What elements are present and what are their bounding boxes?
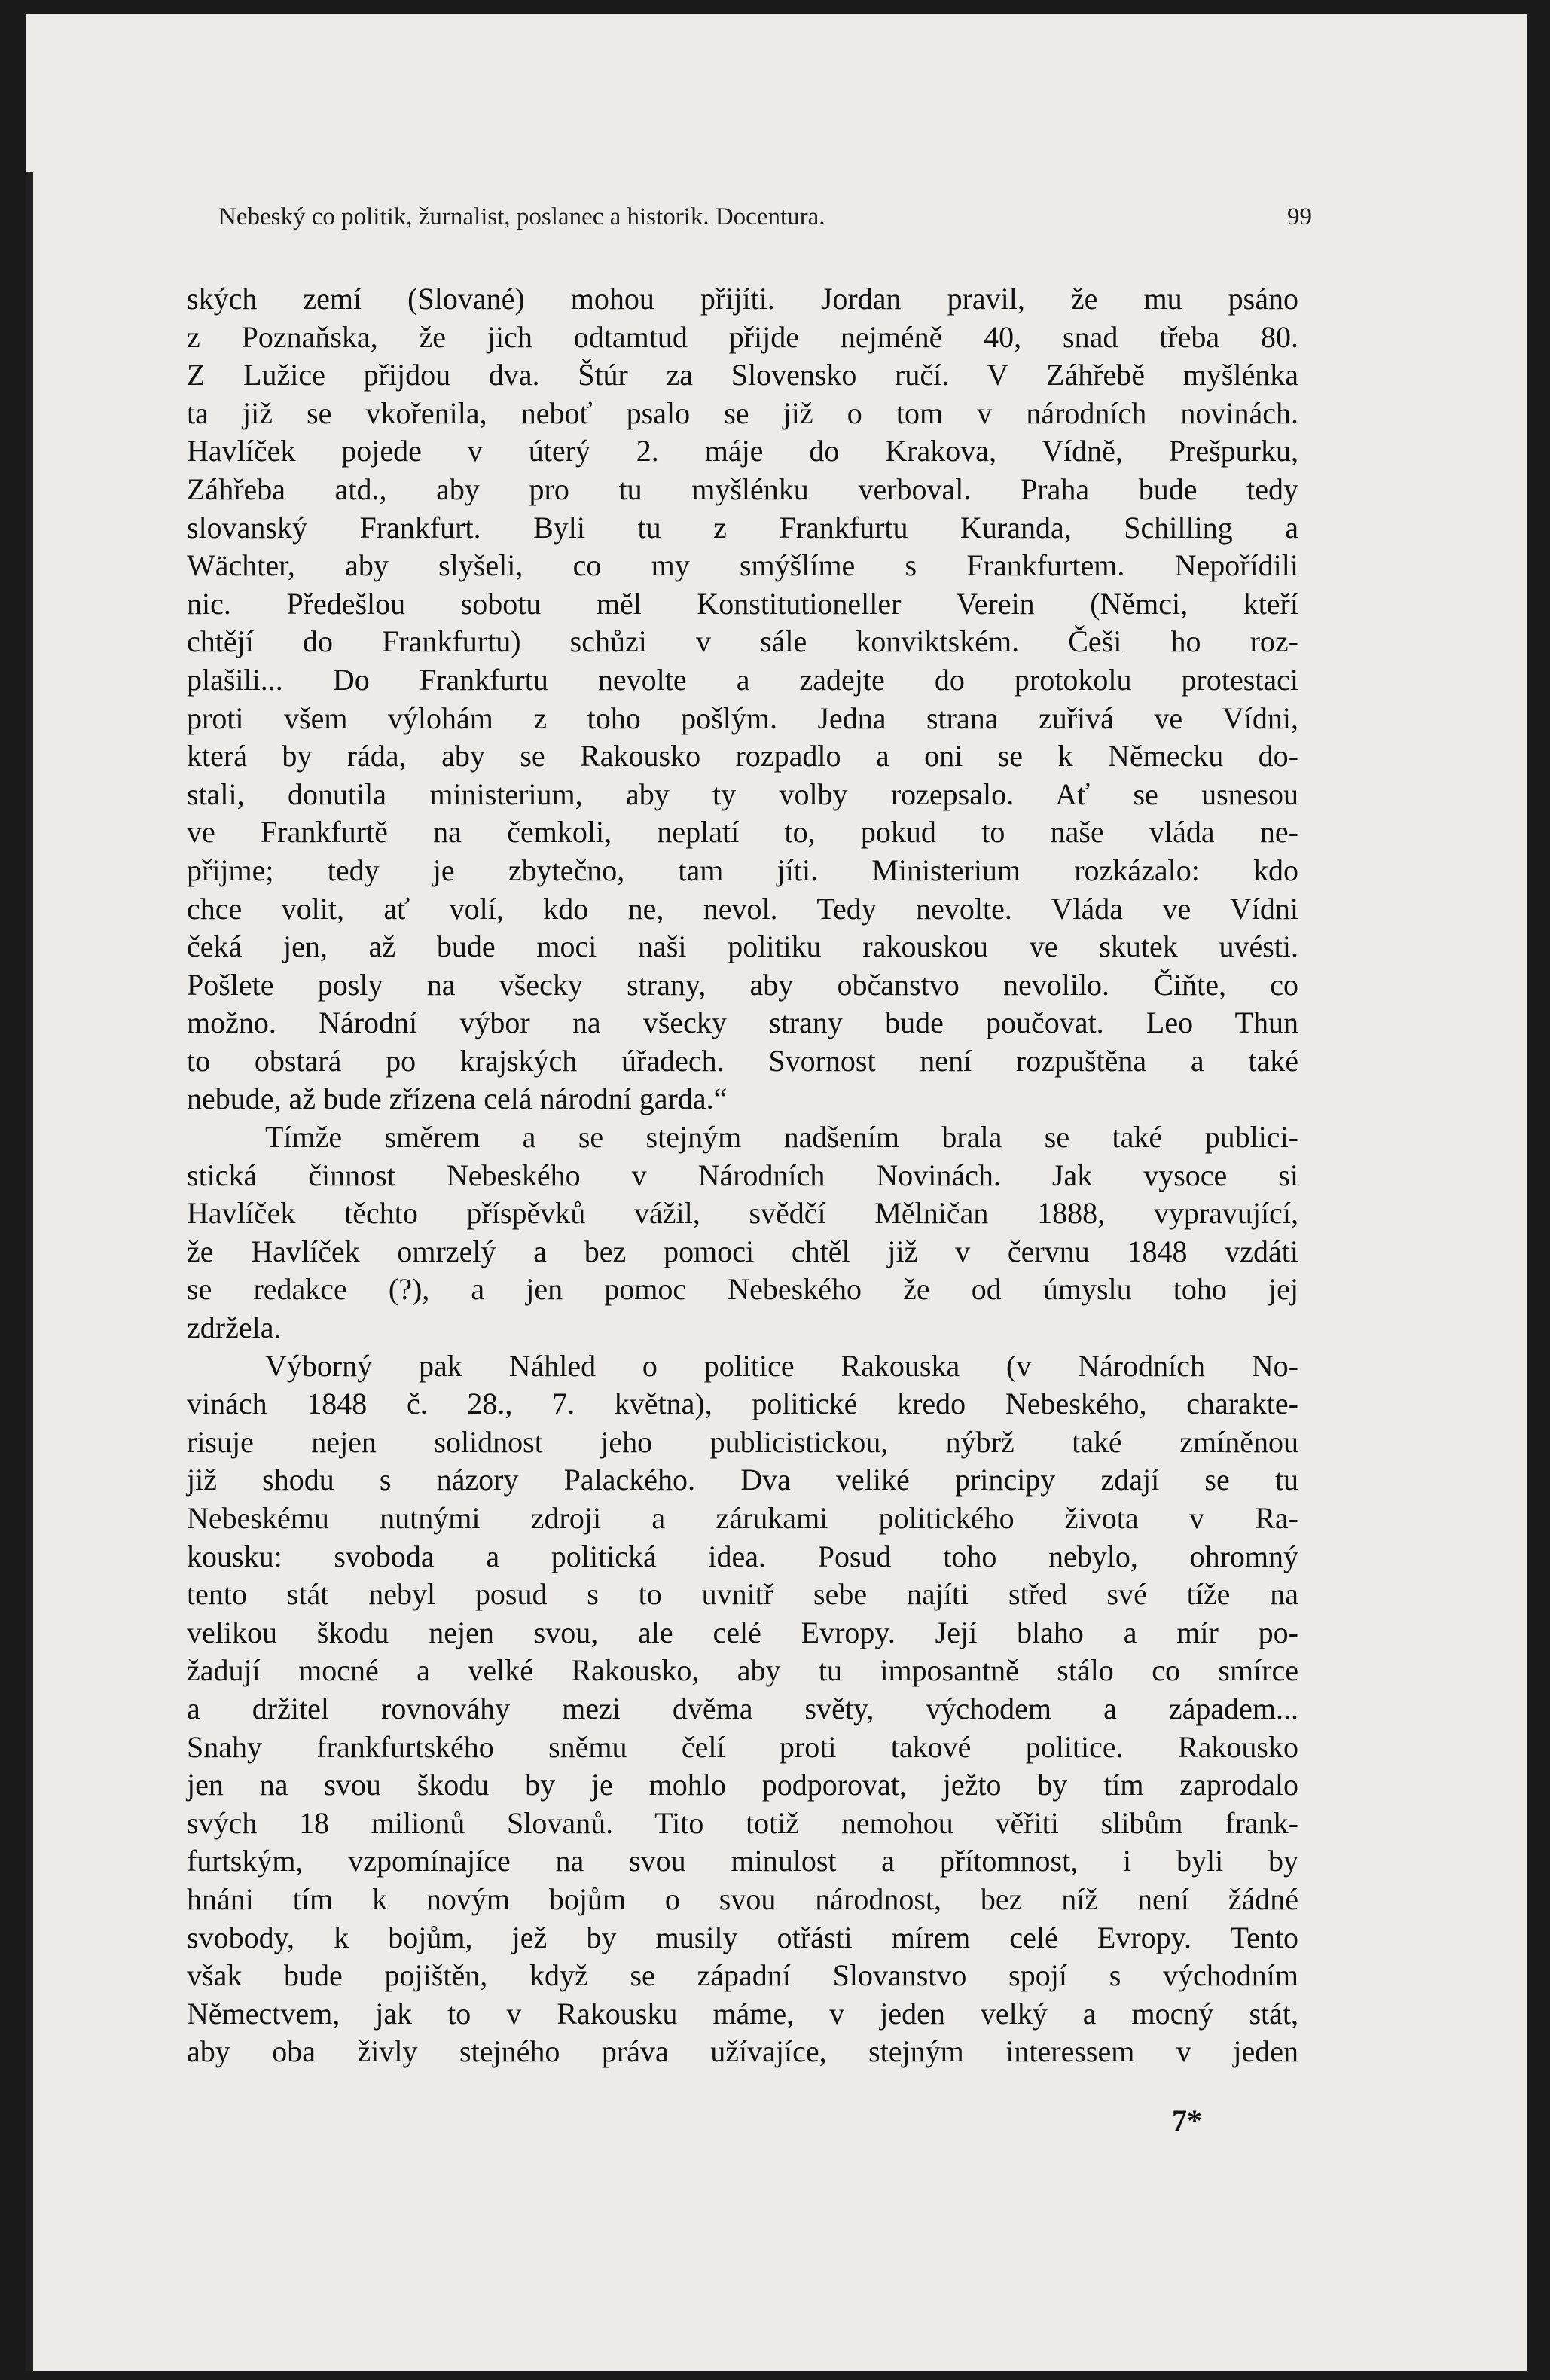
text-line: nebude, až bude zřízena celá národní garda.“ [187, 1082, 728, 1116]
text-line: a držitel rovnováhy mezi dvěma světy, východem a západem... [187, 1691, 1298, 1726]
text-line: Záhřeba atd., aby pro tu myšlénku verboval. Praha bude tedy [187, 471, 1298, 506]
text-line: chtějí do Frankfurtu) schůzi v sále konviktském. Češi ho roz- [187, 624, 1298, 659]
text-line: stali, donutila ministerium, aby ty volby rozepsalo. Ať se usnesou [187, 777, 1298, 811]
text-line: stická činnost Nebeského v Národních Novinách. Jak vysoce si [187, 1158, 1298, 1192]
page-number: 99 [1287, 203, 1312, 230]
text-line: jen na svou škodu by je mohlo podporovat, ježto by tím zaprodalo [187, 1768, 1298, 1802]
text-line: žadují mocné a velké Rakousko, aby tu imposantně stálo co smírce [187, 1653, 1298, 1688]
text-line: hnáni tím k novým bojům o svou národnost, bez níž není žádné [187, 1881, 1298, 1916]
text-line: plašili... Do Frankfurtu nevolte a zadejte do protokolu protestaci [187, 662, 1298, 697]
text-line: ve Frankfurtě na čemkoli, neplatí to, pokud to naše vláda ne- [187, 815, 1298, 850]
text-line: ta již se vkořenila, neboť psalo se již o tom v národních novinách. [187, 395, 1298, 430]
text-line: Havlíček těchto příspěvků vážil, svědčí Mělničan 1888, vypravující, [187, 1196, 1298, 1231]
text-line: Němectvem, jak to v Rakousku máme, v jeden velký a mocný stát, [187, 1996, 1298, 2031]
body-text [187, 280, 1298, 2071]
text-line: furtským, vzpomínajíce na svou minulost a přítomnost, i byli by [187, 1844, 1298, 1878]
text-line: již shodu s názory Palackého. Dva veliké principy zdají se tu [187, 1463, 1298, 1497]
text-line: Z Lužice přijdou dva. Štúr za Slovensko ručí. V Záhřebě myšlénka [187, 358, 1298, 392]
text-line: však bude pojištěn, když se západní Slovanstvo spojí s východním [187, 1958, 1298, 1993]
running-title: Nebeský co politik, žurnalist, poslanec a historik. Docentura. [218, 203, 825, 230]
text-line: Wächter, aby slyšeli, co my smýšlíme s Frankfurtem. Nepořídili [187, 548, 1298, 583]
text-line: Snahy frankfurtského sněmu čelí proti takové politice. Rakousko [187, 1729, 1298, 1764]
text-line: slovanský Frankfurt. Byli tu z Frankfurtu Kuranda, Schilling a [187, 510, 1298, 545]
text-line: tento stát nebyl posud s to uvnitř sebe najíti střed své tíže na [187, 1577, 1298, 1612]
text-line: risuje nejen solidnost jeho publicistickou, nýbrž také zmíněnou [187, 1424, 1298, 1459]
text-line: zdržela. [187, 1311, 282, 1345]
text-line: se redakce (?), a jen pomoc Nebeského že od úmyslu toho jej [187, 1272, 1298, 1307]
running-header [218, 203, 1312, 241]
text-line: přijme; tedy je zbytečno, tam jíti. Ministerium rozkázalo: kdo [187, 853, 1298, 887]
paragraph-start-line: Tímže směrem a se stejným nadšením brala se také publici- [265, 1120, 1298, 1155]
text-line: svých 18 milionů Slovanů. Tito totiž nemohou věřiti slibům frank- [187, 1805, 1298, 1840]
text-line: možno. Národní výbor na všecky strany bude poučovat. Leo Thun [187, 1005, 1298, 1040]
text-line: aby oba živly stejného práva užívajíce, stejným interessem v jeden [187, 2034, 1298, 2069]
text-line: čeká jen, až bude moci naši politiku rakouskou ve skutek uvésti. [187, 929, 1298, 964]
text-line: která by ráda, aby se Rakousko rozpadlo a oni se k Německu do- [187, 739, 1298, 774]
text-line: chce volit, ať volí, kdo ne, nevol. Tedy nevolte. Vláda ve Vídni [187, 891, 1298, 926]
text-line: proti všem výlohám z toho pošlým. Jedna strana zuřivá ve Vídni, [187, 700, 1298, 735]
text-line: z Poznaňska, že jich odtamtud přijde nejméně 40, snad třeba 80. [187, 319, 1298, 354]
text-line: Nebeskému nutnými zdroji a zárukami politického života v Ra- [187, 1501, 1298, 1535]
text-line: Pošlete posly na všecky strany, aby občanstvo nevolilo. Čiňte, co [187, 967, 1298, 1002]
page-edge-rule [26, 172, 33, 2371]
text-line: svobody, k bojům, jež by musily otřásti mírem celé Evropy. Tento [187, 1920, 1298, 1954]
text-line: Havlíček pojede v úterý 2. máje do Krakova, Vídně, Prešpurku, [187, 434, 1298, 468]
text-line: velikou škodu nejen svou, ale celé Evropy. Její blaho a mír po- [187, 1615, 1298, 1649]
signature-mark: 7* [1172, 2104, 1202, 2137]
text-line: ských zemí (Slované) mohou přijíti. Jordan pravil, že mu psáno [187, 282, 1298, 316]
text-line: nic. Předešlou sobotu měl Konstitutioneller Verein (Němci, kteří [187, 586, 1298, 621]
text-line: že Havlíček omrzelý a bez pomoci chtěl již v červnu 1848 vzdáti [187, 1234, 1298, 1268]
text-line: kousku: svoboda a politická idea. Posud toho nebylo, ohromný [187, 1539, 1298, 1573]
text-line: to obstará po krajských úřadech. Svornost není rozpuštěna a také [187, 1043, 1298, 1078]
paragraph-start-line: Výborný pak Náhled o politice Rakouska (v Národních No- [265, 1348, 1298, 1383]
text-line: vinách 1848 č. 28., 7. května), politické kredo Nebeského, charakte- [187, 1387, 1298, 1421]
